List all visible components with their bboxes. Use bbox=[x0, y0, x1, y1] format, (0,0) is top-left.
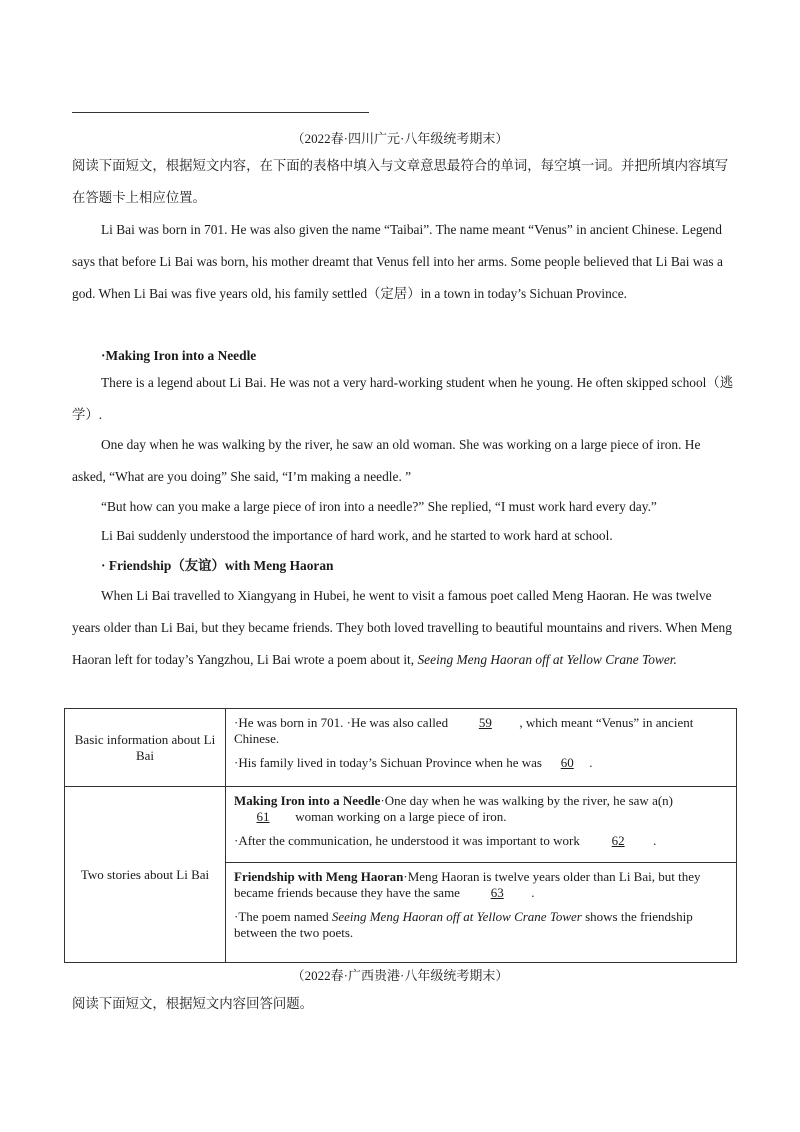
table-poem-title: Seeing Meng Haoran off at Yellow Crane Tower bbox=[331, 909, 582, 924]
info-table bbox=[64, 708, 737, 963]
heading-friendship: · Friendship（友谊）with Meng Haoran bbox=[101, 558, 334, 573]
text-poem-after: shows the friendship between the two poets. bbox=[234, 909, 693, 940]
text-62-after: . bbox=[653, 833, 657, 848]
text-59-before: ·He was born in 701. ·He was also called bbox=[234, 715, 449, 730]
blank-60[interactable]: 60 bbox=[560, 755, 574, 770]
table-row-story1 bbox=[65, 787, 737, 863]
text-63-before: ·Meng Haoran is twelve years older than Li Bai, but they became friends because they have the same bbox=[234, 869, 701, 900]
passage-paragraph-2: There is a legend about Li Bai. He was not a very hard-working student when he young. He often skipped school（逃学）. bbox=[72, 375, 734, 422]
line-63 bbox=[234, 869, 728, 901]
line-60 bbox=[234, 755, 728, 771]
text-62-before: ·After the communication, he understood it was important to work bbox=[234, 833, 580, 848]
story2-heading: Friendship with Meng Haoran bbox=[234, 869, 404, 884]
passage-paragraph-5: Li Bai suddenly understood the importance of hard work, and he started to work hard at school. bbox=[101, 528, 613, 543]
row-content-story2 bbox=[226, 863, 737, 963]
question-source-1: （2022春·四川广元·八年级统考期末） bbox=[291, 131, 509, 146]
text-63-after: . bbox=[531, 885, 535, 900]
passage-paragraph-6 bbox=[72, 580, 736, 676]
table-row-basic bbox=[65, 709, 737, 787]
question-source-2: （2022春·广西贵港·八年级统考期末） bbox=[291, 968, 509, 983]
line-62 bbox=[234, 833, 728, 849]
text-60-after: . bbox=[589, 755, 593, 770]
blank-61[interactable]: 61 bbox=[256, 809, 270, 824]
text-59-after: , which meant “Venus” in ancient Chinese. bbox=[234, 715, 694, 746]
blank-63[interactable]: 63 bbox=[490, 885, 504, 900]
passage-paragraph-3: One day when he was walking by the river, he saw an old woman. She was working on a large piece of iron. He asked, “What are you doing” She said, “I’m making a needle. ” bbox=[72, 437, 701, 484]
text-61-before: ·One day when he was walking by the river, he saw a(n) bbox=[380, 793, 673, 808]
row-content-basic bbox=[226, 709, 737, 787]
heading-making-iron: ·Making Iron into a Needle bbox=[101, 348, 257, 363]
line-59 bbox=[234, 715, 728, 747]
passage-paragraph-4: “But how can you make a large piece of iron into a needle?” She replied, “I must work hard every day.” bbox=[101, 499, 657, 514]
paragraph-6-text: When Li Bai travelled to Xiangyang in Hubei, he went to visit a famous poet called Meng Haoran. He was twelve years older than Li Bai, but they became friends. They both loved travelling to beautiful mountains and rivers. When Meng Haoran left for today’s Yangzhou, Li Bai wrote a poem about it, bbox=[72, 588, 732, 667]
top-rule bbox=[72, 112, 369, 113]
blank-59[interactable]: 59 bbox=[478, 715, 492, 730]
story1-heading: Making Iron into a Needle bbox=[234, 793, 381, 808]
instructions-1: 阅读下面短文，根据短文内容，在下面的表格中填入与文章意思最符合的单词，每空填一词。并把所填内容填写在答题卡上相应位置。 bbox=[72, 158, 729, 205]
instructions-2: 阅读下面短文，根据短文内容回答问题。 bbox=[72, 996, 314, 1011]
row-content-story1 bbox=[226, 787, 737, 863]
text-poem-before: ·The poem named bbox=[234, 909, 329, 924]
row-label-stories: Two stories about Li Bai bbox=[65, 787, 226, 963]
row-label-basic: Basic information about Li Bai bbox=[65, 709, 226, 787]
blank-62[interactable]: 62 bbox=[611, 833, 625, 848]
line-61 bbox=[234, 793, 728, 825]
passage-paragraph-1: Li Bai was born in 701. He was also given the name “Taibai”. The name meant “Venus” in ancient Chinese. Legend says that before Li Bai was born, his mother dreamt that Venus fell into her arms. Some people believed that Li Bai was a god. When Li Bai was five years old, his family settled（定居）in a town in today’s Sichuan Province. bbox=[72, 222, 723, 301]
line-poem bbox=[234, 909, 728, 941]
text-61-after: woman working on a large piece of iron. bbox=[295, 809, 507, 824]
poem-title: Seeing Meng Haoran off at Yellow Crane Tower. bbox=[417, 652, 677, 667]
text-60-before: ·His family lived in today’s Sichuan Province when he was bbox=[234, 755, 542, 770]
